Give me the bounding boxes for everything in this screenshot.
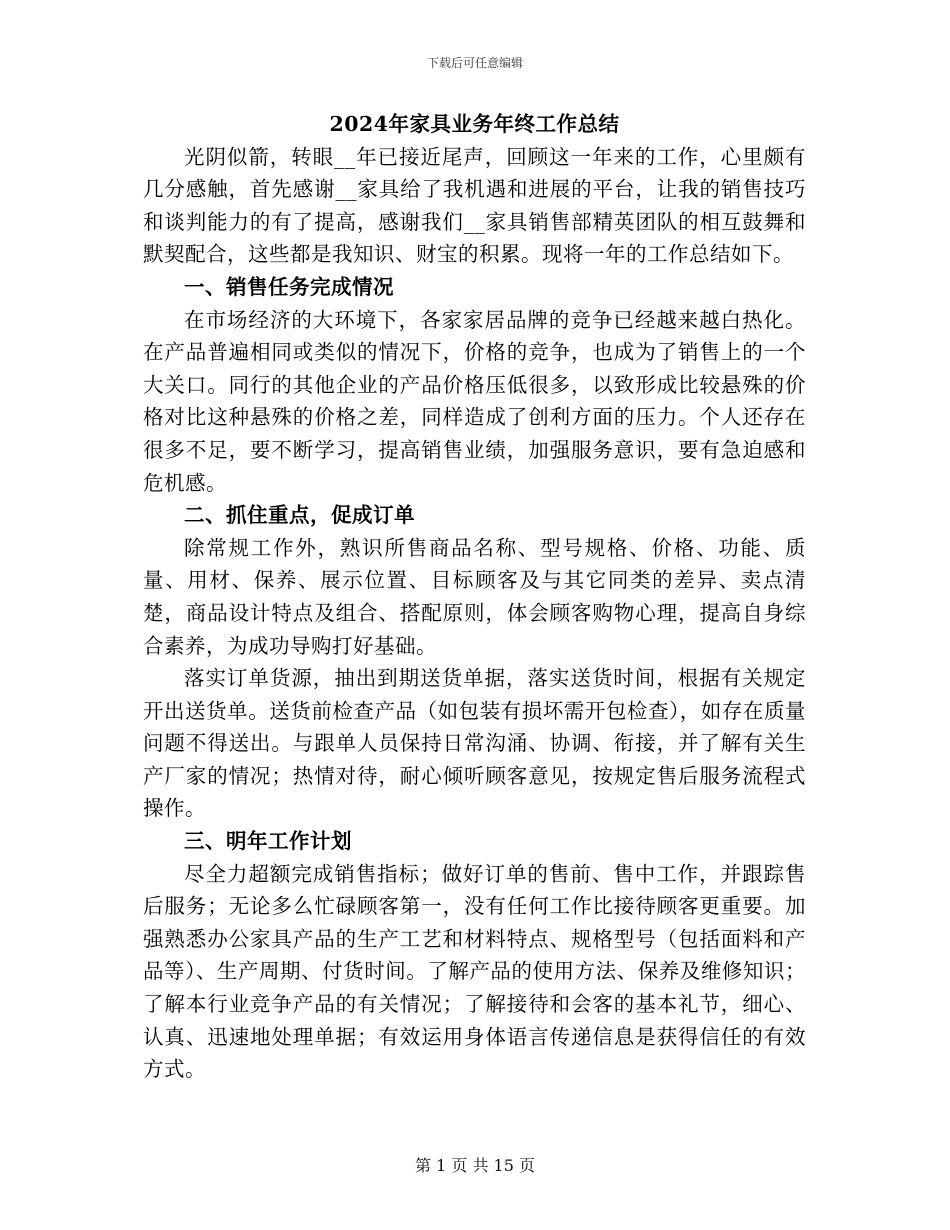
header-note: 下载后可任意编辑: [426, 56, 523, 70]
page-footer: 第 1 页 共 15 页: [415, 1156, 535, 1175]
intro-paragraph: 光阴似箭，转眼__年已接近尾声，回顾这一年来的工作，心里颇有几分感触，首先感谢__家具给了我机遇和进展的平台，让我的销售技巧和谈判能力的有了提高，感谢我们__家具销售部精英团队的相互鼓舞和默契配合，这些都是我知识、财宝的积累。现将一年的工作总结如下。: [143, 144, 806, 267]
section-1-paragraph-1: 在市场经济的大环境下，各家家居品牌的竞争已经越来越白热化。在产品普遍相同或类似的情况下，价格的竞争，也成为了销售上的一个大关口。同行的其他企业的产品价格压低很多，以致形成比较悬殊的价格对比这种悬殊的价格之差，同样造成了创利方面的压力。个人还存在很多不足，要不断学习，提高销售业绩，加强服务意识，要有急迫感和危机感。: [143, 307, 806, 495]
section-3-paragraph-1: 尽全力超额完成销售指标；做好订单的售前、售中工作，并跟踪售后服务；无论多么忙碌顾客第一，没有任何工作比接待顾客更重要。加强熟悉办公家具产品的生产工艺和材料特点、规格型号（包括面料和产品等）、生产周期、付货时间。了解产品的使用方法、保养及维修知识；了解本行业竞争产品的有关情况；了解接待和会客的基本礼节，细心、认真、迅速地处理单据；有效运用身体语言传递信息是获得信任的有效方式。: [143, 861, 806, 1082]
section-2-paragraph-1: 除常规工作外，熟识所售商品名称、型号规格、价格、功能、质量、用材、保养、展示位置、目标顾客及与其它同类的差异、卖点清楚，商品设计特点及组合、搭配原则，体会顾客购物心理，提高自身综合素养，为成功导购打好基础。: [143, 535, 806, 658]
section-heading-2: 二、抓住重点，促成订单: [184, 503, 415, 528]
section-heading-3: 三、明年工作计划: [184, 829, 352, 854]
document-body: [143, 108, 806, 1086]
section-heading-1: 一、销售任务完成情况: [184, 274, 394, 299]
section-2-paragraph-2: 落实订单货源，抽出到期送货单据，落实送货时间，根据有关规定开出送货单。送货前检查产品（如包装有损坏需开包检查），如存在质量问题不得送出。与跟单人员保持日常沟涌、协调、衔接，并了解有关生产厂家的情况；热情对待，耐心倾听顾客意见，按规定售后服务流程式操作。: [143, 666, 806, 821]
document-title: 2024年家具业务年终工作总结: [329, 112, 620, 136]
